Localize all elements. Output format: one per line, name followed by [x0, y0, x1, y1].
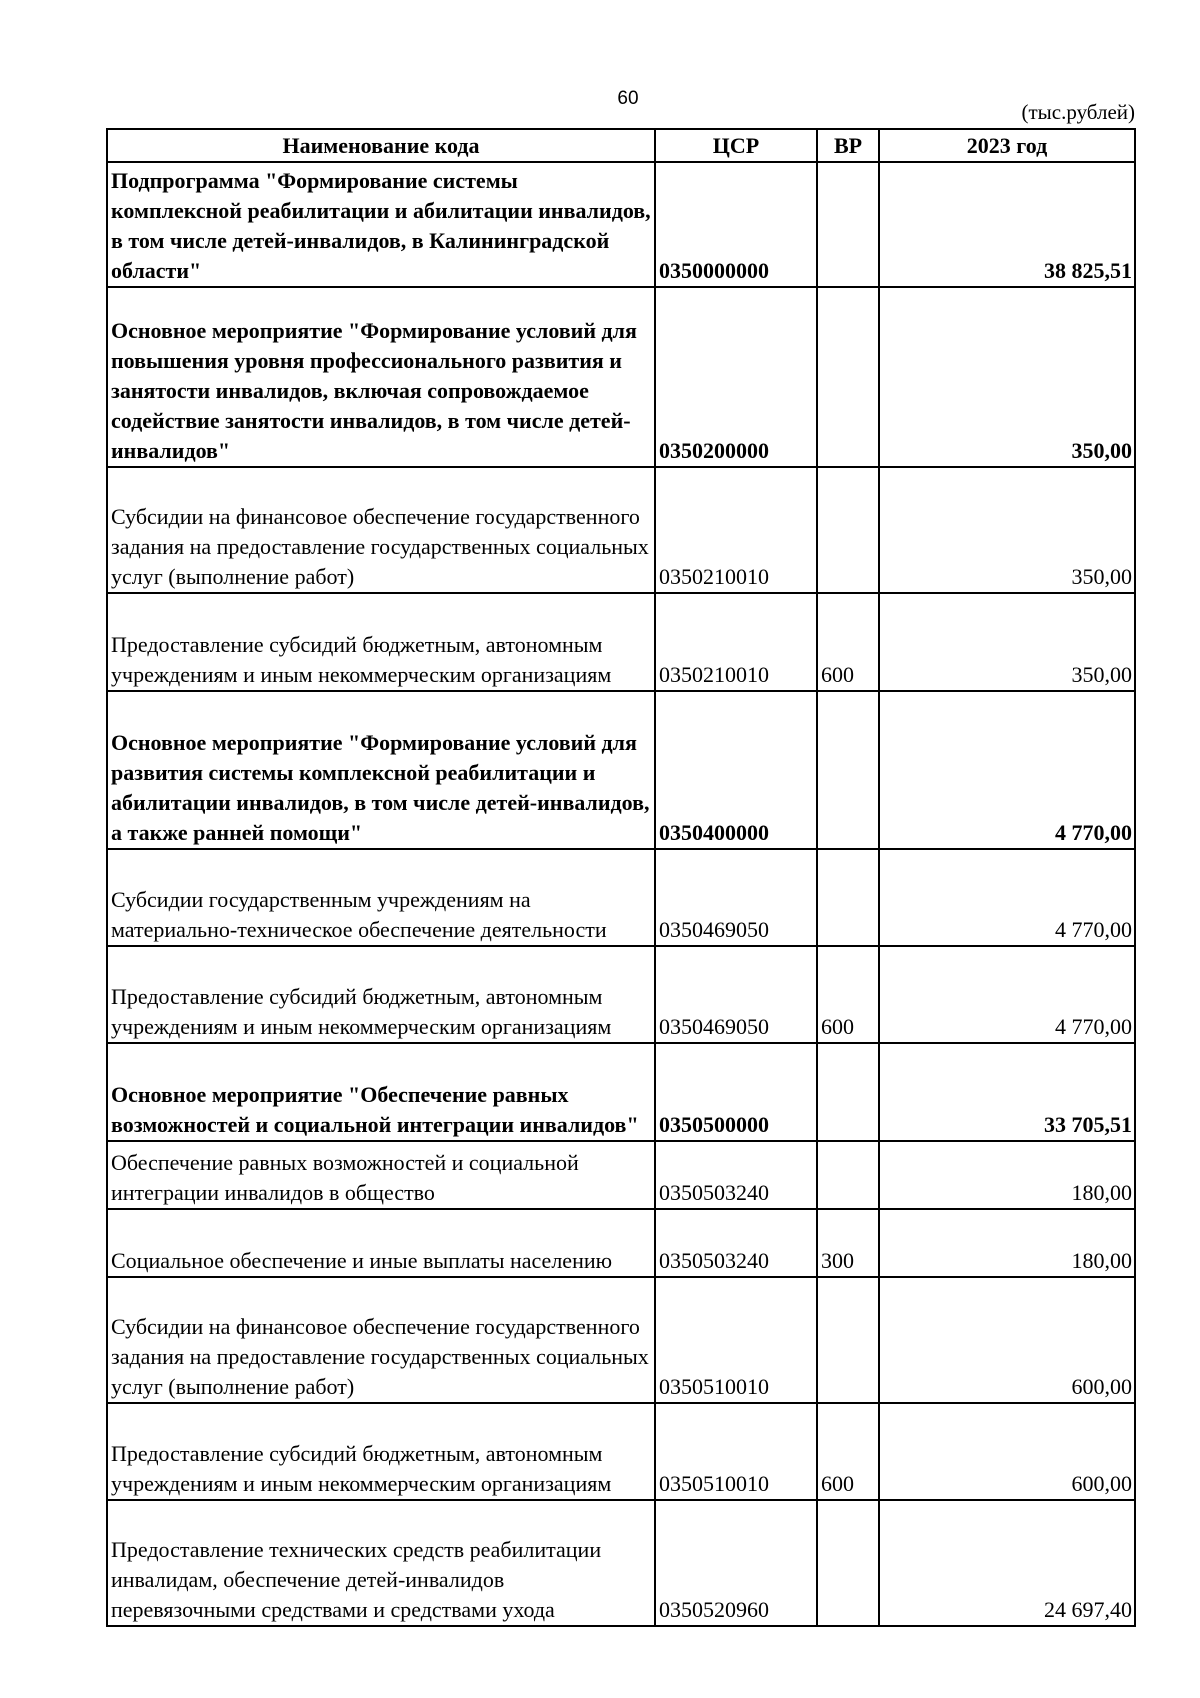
row-name: Подпрограмма "Формирование системы комплексной реабилитации и абилитации инвалидов, в том числе детей-инвалидов, в Калининградской области"	[107, 162, 655, 287]
table-row	[107, 1403, 1135, 1500]
row-csr: 0350510010	[655, 1277, 817, 1403]
row-csr: 0350520960	[655, 1500, 817, 1626]
table-row	[107, 946, 1135, 1043]
row-name: Субсидии на финансовое обеспечение государственного задания на предоставление государственных социальных услуг (выполнение работ)	[107, 1277, 655, 1403]
header-csr: ЦСР	[655, 129, 817, 162]
table-row	[107, 1209, 1135, 1277]
header-year: 2023 год	[879, 129, 1135, 162]
table-row	[107, 1277, 1135, 1403]
row-vr	[817, 162, 879, 287]
header-vr: ВР	[817, 129, 879, 162]
row-sum: 180,00	[879, 1209, 1135, 1277]
row-name: Основное мероприятие "Формирование условий для развития системы комплексной реабилитации и абилитации инвалидов, в том числе детей-инвалидов, а также ранней помощи"	[107, 691, 655, 849]
row-csr: 0350469050	[655, 946, 817, 1043]
table-row	[107, 1500, 1135, 1626]
row-sum: 350,00	[879, 467, 1135, 593]
row-name: Предоставление технических средств реабилитации инвалидам, обеспечение детей-инвалидов перевязочными средствами и средствами ухода	[107, 1500, 655, 1626]
row-vr: 600	[817, 1403, 879, 1500]
row-name: Субсидии государственным учреждениям на материально-техническое обеспечение деятельности	[107, 849, 655, 946]
row-name: Предоставление субсидий бюджетным, автономным учреждениям и иным некоммерческим организациям	[107, 593, 655, 691]
row-name: Основное мероприятие "Формирование условий для повышения уровня профессионального развития и занятости инвалидов, включая сопровождаемое содействие занятости инвалидов, в том числе детей-инвалидов"	[107, 287, 655, 467]
row-vr	[817, 1141, 879, 1209]
row-vr: 600	[817, 593, 879, 691]
row-vr: 600	[817, 946, 879, 1043]
row-name: Предоставление субсидий бюджетным, автономным учреждениям и иным некоммерческим организациям	[107, 946, 655, 1043]
page-number: 60	[617, 88, 639, 109]
row-sum: 4 770,00	[879, 946, 1135, 1043]
row-vr	[817, 691, 879, 849]
row-sum: 600,00	[879, 1403, 1135, 1500]
row-sum: 180,00	[879, 1141, 1135, 1209]
row-csr: 0350503240	[655, 1141, 817, 1209]
row-csr: 0350000000	[655, 162, 817, 287]
table-row	[107, 1043, 1135, 1141]
table-row	[107, 849, 1135, 946]
row-csr: 0350400000	[655, 691, 817, 849]
row-vr	[817, 1043, 879, 1141]
row-vr: 300	[817, 1209, 879, 1277]
row-csr: 0350210010	[655, 467, 817, 593]
table-header-row	[107, 129, 1135, 162]
row-vr	[817, 467, 879, 593]
table-row	[107, 1141, 1135, 1209]
header-name: Наименование кода	[107, 129, 655, 162]
row-name: Основное мероприятие "Обеспечение равных возможностей и социальной интеграции инвалидов"	[107, 1043, 655, 1141]
row-vr	[817, 849, 879, 946]
row-csr: 0350503240	[655, 1209, 817, 1277]
row-csr: 0350500000	[655, 1043, 817, 1141]
units-label: (тыс.рублей)	[1021, 100, 1135, 124]
table-row	[107, 467, 1135, 593]
row-vr	[817, 1500, 879, 1626]
row-csr: 0350210010	[655, 593, 817, 691]
row-csr: 0350510010	[655, 1403, 817, 1500]
row-csr: 0350469050	[655, 849, 817, 946]
row-sum: 38 825,51	[879, 162, 1135, 287]
row-sum: 4 770,00	[879, 849, 1135, 946]
row-sum: 350,00	[879, 593, 1135, 691]
table-row	[107, 593, 1135, 691]
row-csr: 0350200000	[655, 287, 817, 467]
table-row	[107, 691, 1135, 849]
row-vr	[817, 287, 879, 467]
row-sum: 4 770,00	[879, 691, 1135, 849]
row-sum: 33 705,51	[879, 1043, 1135, 1141]
row-name: Социальное обеспечение и иные выплаты населению	[107, 1209, 655, 1277]
row-name: Субсидии на финансовое обеспечение государственного задания на предоставление государственных социальных услуг (выполнение работ)	[107, 467, 655, 593]
row-name: Предоставление субсидий бюджетным, автономным учреждениям и иным некоммерческим организациям	[107, 1403, 655, 1500]
row-vr	[817, 1277, 879, 1403]
row-sum: 600,00	[879, 1277, 1135, 1403]
table-row	[107, 287, 1135, 467]
row-sum: 350,00	[879, 287, 1135, 467]
budget-table	[106, 128, 1136, 1627]
row-name: Обеспечение равных возможностей и социальной интеграции инвалидов в общество	[107, 1141, 655, 1209]
table-row	[107, 162, 1135, 287]
row-sum: 24 697,40	[879, 1500, 1135, 1626]
